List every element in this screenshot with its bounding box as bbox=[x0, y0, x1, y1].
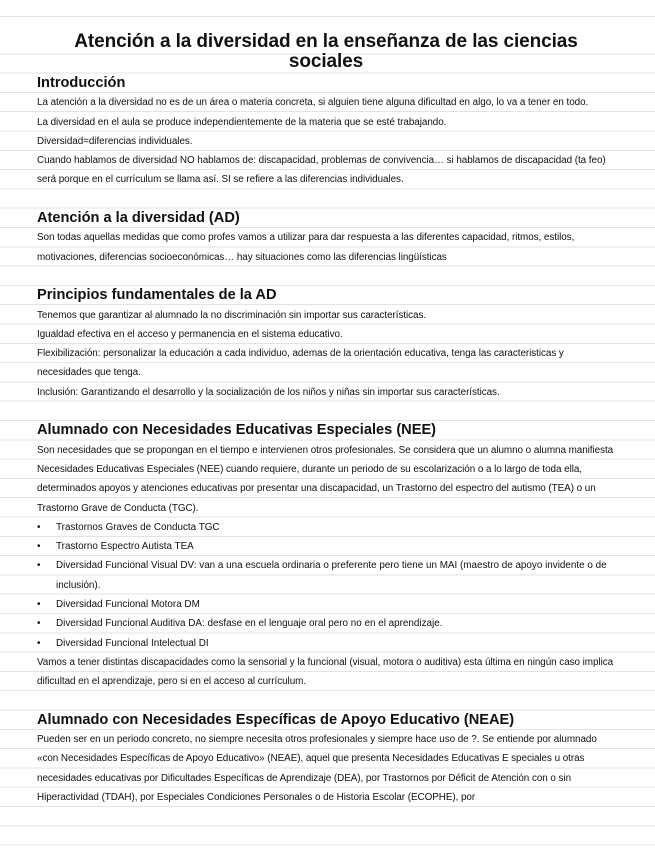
list-item-text: Diversidad Funcional Visual DV: van a una escuela ordinaria o preferente pero tiene un MAI (maestro de apoyo invidente o de inclusión). bbox=[56, 560, 607, 591]
section-atencion-diversidad bbox=[37, 209, 615, 267]
paragraph: Vamos a tener distintas discapacidades como la sensorial y la funcional (visual, motora o auditiva) esta última en ningún caso implica dificultad en el aprendizaje, pero si en el acceso al currículum. bbox=[37, 656, 614, 688]
paragraph: Inclusión: Garantizando el desarrollo y la socialización de los niños y niñas sin importar sus características. bbox=[37, 386, 500, 398]
paragraph: Tenemos que garantizar al alumnado la no discriminación sin importar sus características. bbox=[37, 309, 427, 321]
paragraph: Son necesidades que se propongan en el tiempo e intervienen otros profesionales. Se considera que un alumno o alumna manifiesta Necesidades Educativas Especiales (NEE) cuando requiere, durante un periodo de su escolarización o a lo largo de toda ella, determinados apoyos y atenciones educativas por presentar una discapacidad, un Trastorno del espectro del autismo (TEA) o un Trastorno Grave de Conducta (TGC). bbox=[37, 444, 614, 514]
paragraph: Flexibilización: personalizar la educación a cada individuo, ademas de la orientación educativa, tenga las caracteristicas y necesidades que tenga. bbox=[37, 348, 564, 379]
list-item-text: Diversidad Funcional Intelectual DI bbox=[56, 637, 209, 649]
bullet-icon: • bbox=[37, 560, 41, 572]
section-heading: Atención a la diversidad (AD) bbox=[37, 210, 240, 227]
section-nee bbox=[37, 421, 615, 691]
document-title: Atención a la diversidad en la enseñanza de las ciencias sociales bbox=[74, 31, 578, 72]
list-item bbox=[37, 595, 615, 614]
paragraph: Cuando hablamos de diversidad NO hablamos de: discapacidad, problemas de convivencia… si hablamos de discapacidad (ta feo) será porque en el currículum se llama así. SI se refiere a las diferencias individuales. bbox=[37, 155, 606, 186]
paragraph: Pueden ser en un periodo concreto, no siempre necesita otros profesionales y siempre hace uso de ?. Se entiende por alumnado «con Necesidades Específicas de Apoyo Educativo» (NEAE), aquel que presenta Necesidades Educativas E speciales u otras necesidades educativas por Dificultades Específicas de Aprendizaje (DEA), por Trastornos por Déficit de Atención con o sin Hiperactividad (TDAH), por Especiales Condiciones Personales o de Historia Escolar (ECOPHE), por bbox=[37, 734, 597, 803]
nee-list bbox=[37, 518, 615, 653]
list-item bbox=[37, 634, 615, 653]
bullet-icon: • bbox=[37, 618, 41, 630]
list-item-text: Diversidad Funcional Auditiva DA: desfase en el lenguaje oral pero no en el aprendizaje. bbox=[56, 618, 443, 630]
paragraph: Igualdad efectiva en el acceso y permanencia en el sistema educativo. bbox=[37, 328, 343, 340]
section-heading: Alumnado con Necesidades Específicas de Apoyo Educativo (NEAE) bbox=[37, 711, 515, 728]
paragraph: Diversidad=diferencias individuales. bbox=[37, 135, 193, 147]
section-heading: Alumnado con Necesidades Educativas Especiales (NEE) bbox=[37, 422, 437, 439]
list-item-text: Diversidad Funcional Motora DM bbox=[56, 599, 200, 611]
bullet-icon: • bbox=[37, 521, 41, 533]
paragraph: La atención a la diversidad no es de un área o materia concreta, si alguien tiene alguna dificultad en algo, lo va a tener en todo. bbox=[37, 97, 589, 109]
bullet-icon: • bbox=[37, 541, 41, 553]
section-neae bbox=[37, 711, 615, 807]
list-item bbox=[37, 518, 615, 537]
paragraph: Son todas aquellas medidas que como profes vamos a utilizar para dar respuesta a las diferentes capacidad, ritmos, estilos, motivaciones, diferencias socioeconómicas… hay situaciones como las diferencias lingüísticas bbox=[37, 232, 575, 263]
list-item bbox=[37, 537, 615, 556]
bullet-icon: • bbox=[37, 637, 41, 649]
list-item bbox=[37, 556, 615, 595]
paragraph: La diversidad en el aula se produce independientemente de la materia que se esté trabajando. bbox=[37, 116, 447, 128]
list-item-text: Trastornos Graves de Conducta TGC bbox=[56, 521, 220, 533]
list-item bbox=[37, 614, 615, 633]
section-principios bbox=[37, 286, 615, 402]
list-item-text: Trastorno Espectro Autista TEA bbox=[56, 541, 194, 553]
section-heading: Introducción bbox=[37, 75, 126, 91]
bullet-icon: • bbox=[37, 599, 41, 611]
document-content bbox=[37, 32, 615, 807]
section-heading: Principios fundamentales de la AD bbox=[37, 287, 277, 304]
section-introduccion bbox=[37, 74, 615, 190]
